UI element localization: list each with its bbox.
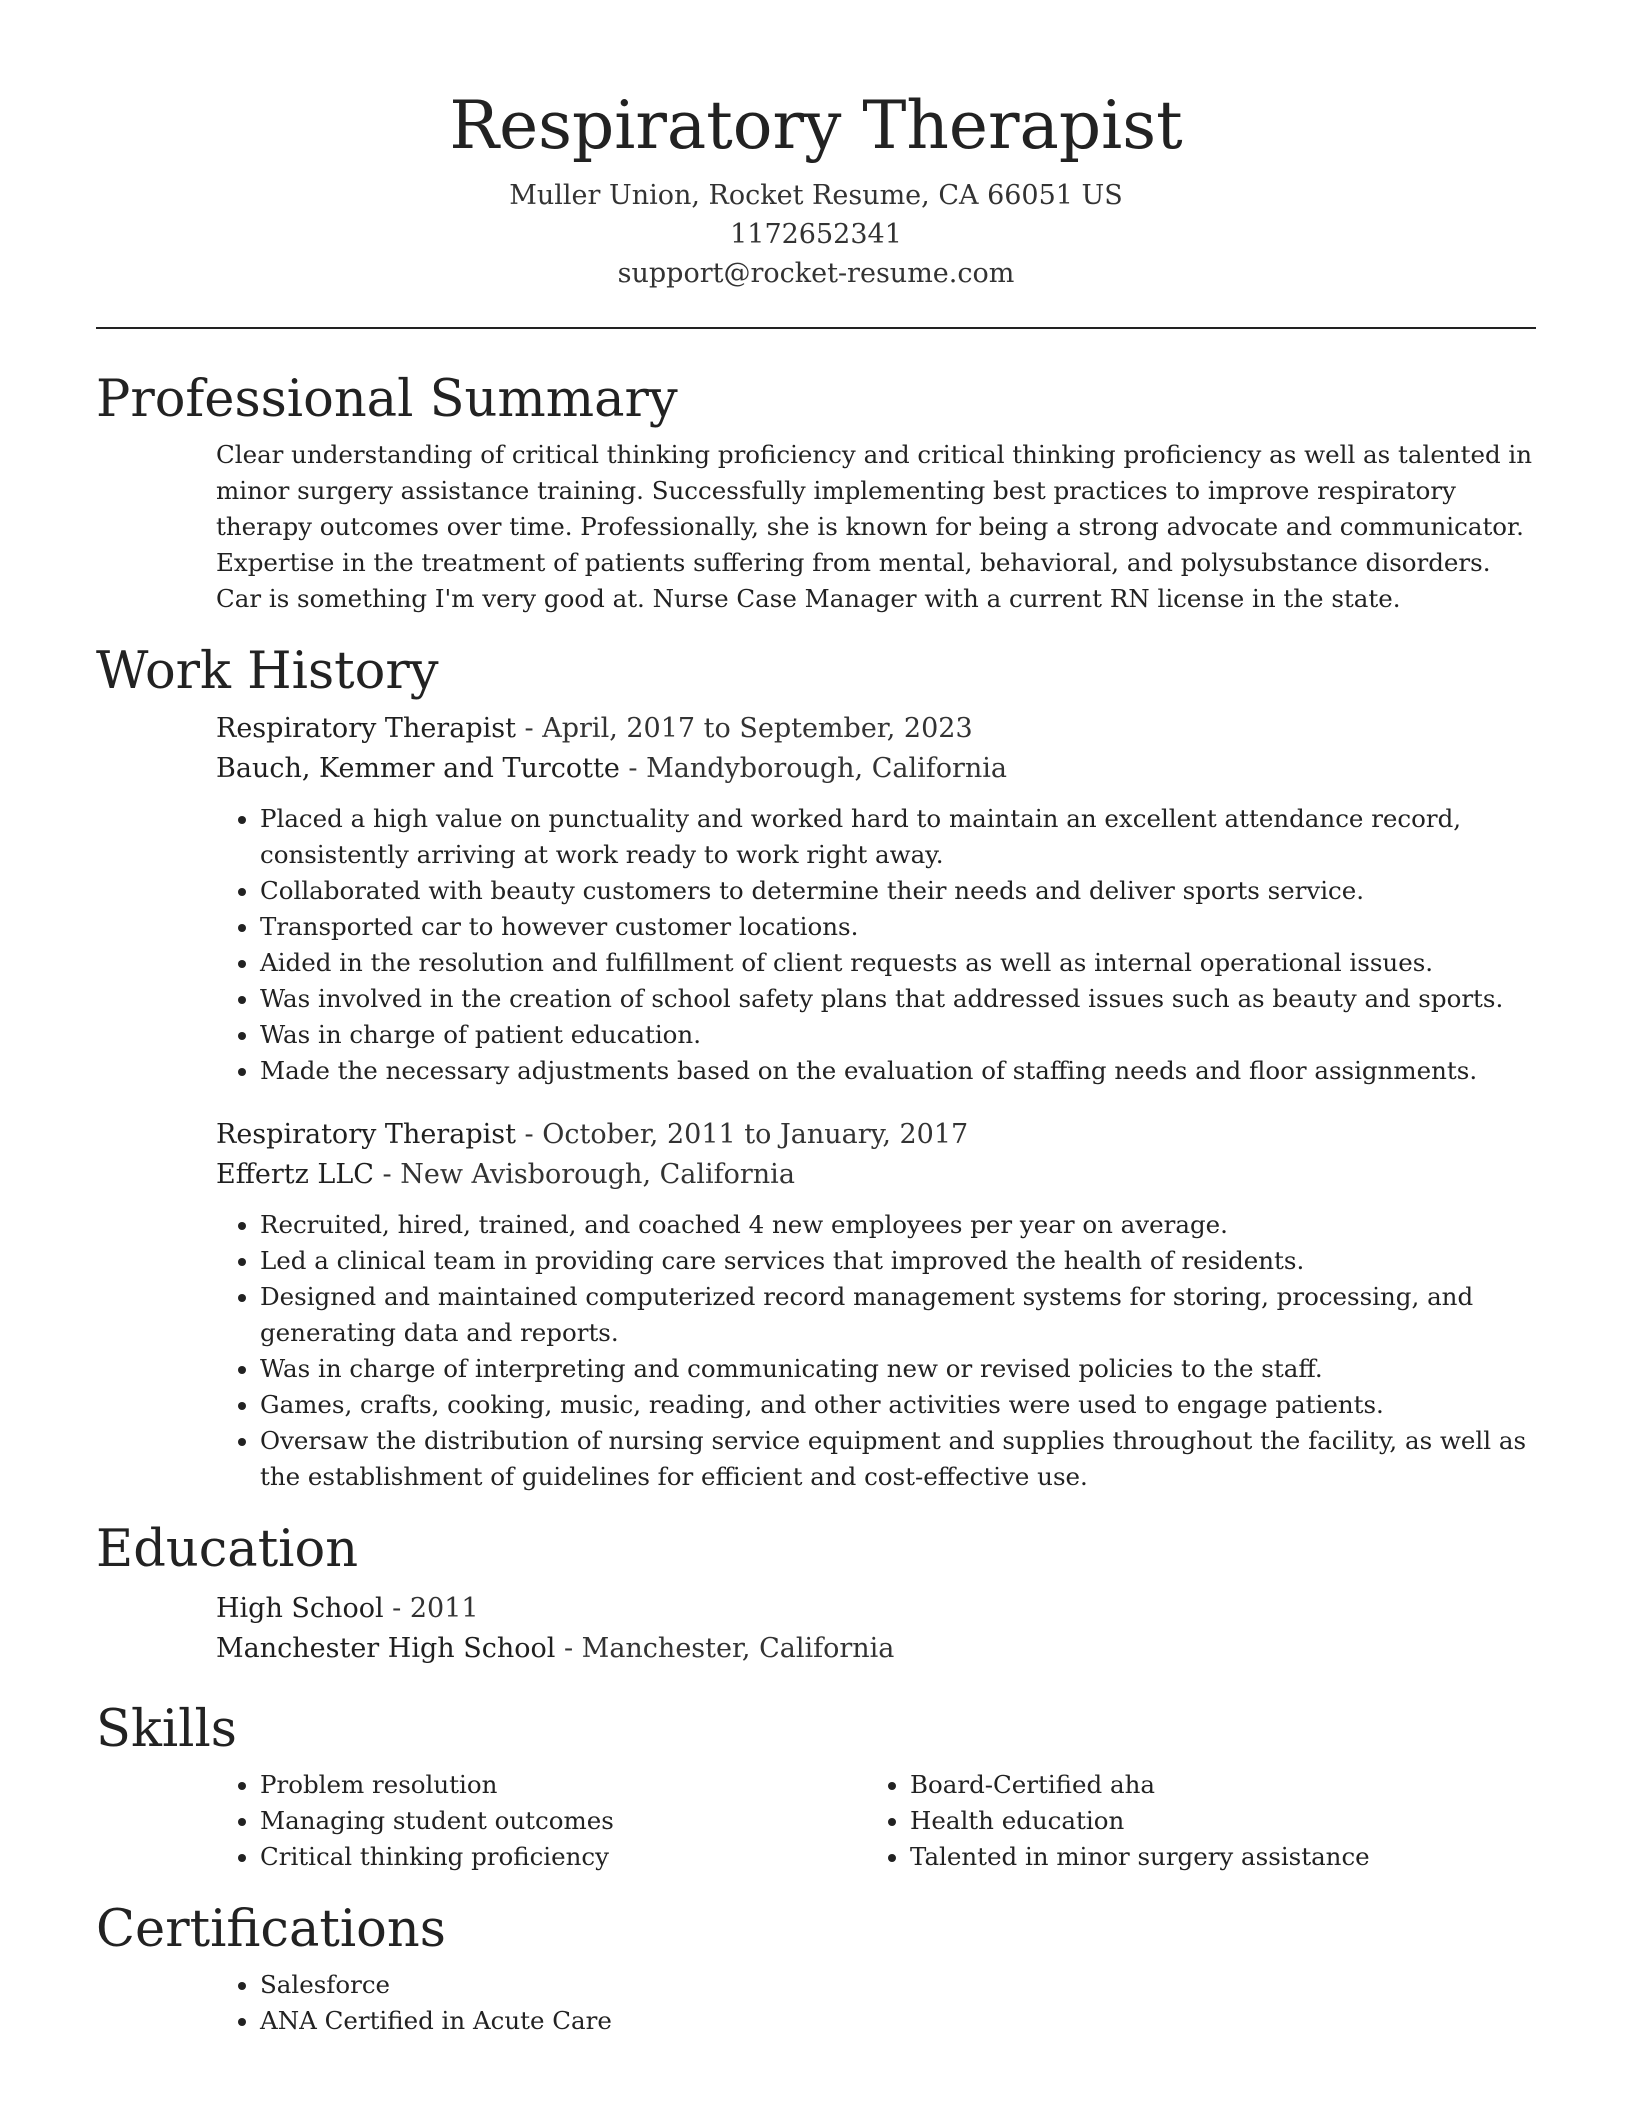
work-history-section [96, 639, 1536, 1495]
list-item: • Was involved in the creation of school safety plans that addressed issues such as beauty and sports. [260, 981, 1536, 1017]
skills-title: Skills [96, 1700, 237, 1759]
job-role-line [216, 1115, 1536, 1155]
summary-text: Clear understanding of critical thinking proficiency and critical thinking proficiency as well as talented in minor surgery assistance training. Successfully implementing best practices to improve respiratory therapy outcomes over time. Professionally, she is known for being a strong advocate and communicator. Expertise in the treatment of patients suffering from mental, behavioral, and polysubstance disorders. Car is something I'm very good at. Nurse Case Manager with a current RN license in the state. [216, 440, 1533, 613]
list-item: • Health education [910, 1803, 1516, 1839]
list-item: • Managing student outcomes [260, 1803, 866, 1839]
contact-phone: 1172652341 [730, 219, 902, 250]
list-item: • Problem resolution [260, 1767, 866, 1803]
education-degree-line [216, 1589, 1536, 1629]
job-role: Respiratory Therapist [216, 1119, 516, 1150]
education-section [96, 1517, 1536, 1669]
certifications-section [96, 1897, 1536, 2039]
contact-address: Muller Union, Rocket Resume, CA 66051 US [509, 180, 1123, 211]
education-degree: High School [216, 1593, 384, 1624]
list-item: • Critical thinking proficiency [260, 1839, 866, 1875]
education-school-line [216, 1629, 1536, 1669]
list-item: • Led a clinical team in providing care services that improved the health of residents. [260, 1243, 1536, 1279]
job-dates: - October, 2011 to January, 2017 [515, 1119, 969, 1150]
skills-list [216, 1767, 866, 1875]
list-item: • Placed a high value on punctuality and worked hard to maintain an excellent attendance record, consistently arriving at work ready to work right away. [260, 801, 1536, 873]
certifications-list [216, 1967, 1536, 2039]
job-entry [216, 1115, 1536, 1495]
job-bullets [216, 801, 1536, 1089]
contact-block [96, 176, 1536, 293]
job-entry [216, 709, 1536, 1089]
list-item: • Talented in minor surgery assistance [910, 1839, 1516, 1875]
certifications-title: Certifications [96, 1900, 446, 1959]
contact-email: support@rocket-resume.com [617, 258, 1015, 289]
job-company: Bauch, Kemmer and Turcotte [216, 753, 620, 784]
summary-body [216, 437, 1536, 617]
list-item: • Designed and maintained computerized record management systems for storing, processing, and generating data and reports. [260, 1279, 1536, 1351]
job-role-line [216, 709, 1536, 749]
list-item: • Made the necessary adjustments based on the evaluation of staffing needs and floor assignments. [260, 1053, 1536, 1089]
resume-page [96, 0, 1536, 2039]
skills-list [866, 1767, 1516, 1875]
list-item: • Was in charge of interpreting and communicating new or revised policies to the staff. [260, 1351, 1536, 1387]
list-item: • Was in charge of patient education. [260, 1017, 1536, 1053]
skills-section [96, 1697, 1536, 1875]
skills-column-right [866, 1763, 1516, 1875]
list-item: • Salesforce [260, 1967, 1536, 2003]
list-item: • Recruited, hired, trained, and coached 4 new employees per year on average. [260, 1207, 1536, 1243]
education-body [216, 1589, 1536, 1669]
job-company-line [216, 749, 1536, 789]
job-role: Respiratory Therapist [216, 713, 516, 744]
list-item: • ANA Certified in Acute Care [260, 2003, 1536, 2039]
education-year: - 2011 [383, 1593, 479, 1624]
list-item: • Aided in the resolution and fulfillment of client requests as well as internal operational issues. [260, 945, 1536, 981]
header-divider [96, 327, 1536, 329]
skills-column-left [216, 1763, 866, 1875]
resume-header [96, 0, 1536, 293]
certifications-body [216, 1967, 1536, 2039]
list-item: • Board-Certified aha [910, 1767, 1516, 1803]
job-location: - Mandyborough, California [619, 753, 1008, 784]
list-item: • Transported car to however customer locations. [260, 909, 1536, 945]
education-school: Manchester High School [216, 1633, 556, 1664]
skills-grid [216, 1763, 1536, 1875]
job-bullets [216, 1207, 1536, 1495]
education-title: Education [96, 1520, 359, 1579]
resume-title: Respiratory Therapist [449, 87, 1183, 164]
job-location: - New Avisborough, California [373, 1159, 795, 1190]
summary-title: Professional Summary [96, 370, 678, 429]
work-history-body [216, 709, 1536, 1495]
summary-section [96, 367, 1536, 617]
job-company: Effertz LLC [216, 1159, 374, 1190]
list-item: • Games, crafts, cooking, music, reading, and other activities were used to engage patients. [260, 1387, 1536, 1423]
job-company-line [216, 1155, 1536, 1195]
job-dates: - April, 2017 to September, 2023 [515, 713, 973, 744]
education-location: - Manchester, California [555, 1633, 895, 1664]
list-item: • Oversaw the distribution of nursing service equipment and supplies throughout the facility, as well as the establishment of guidelines for efficient and cost-effective use. [260, 1423, 1536, 1495]
list-item: • Collaborated with beauty customers to determine their needs and deliver sports service. [260, 873, 1536, 909]
work-history-title: Work History [96, 642, 439, 701]
